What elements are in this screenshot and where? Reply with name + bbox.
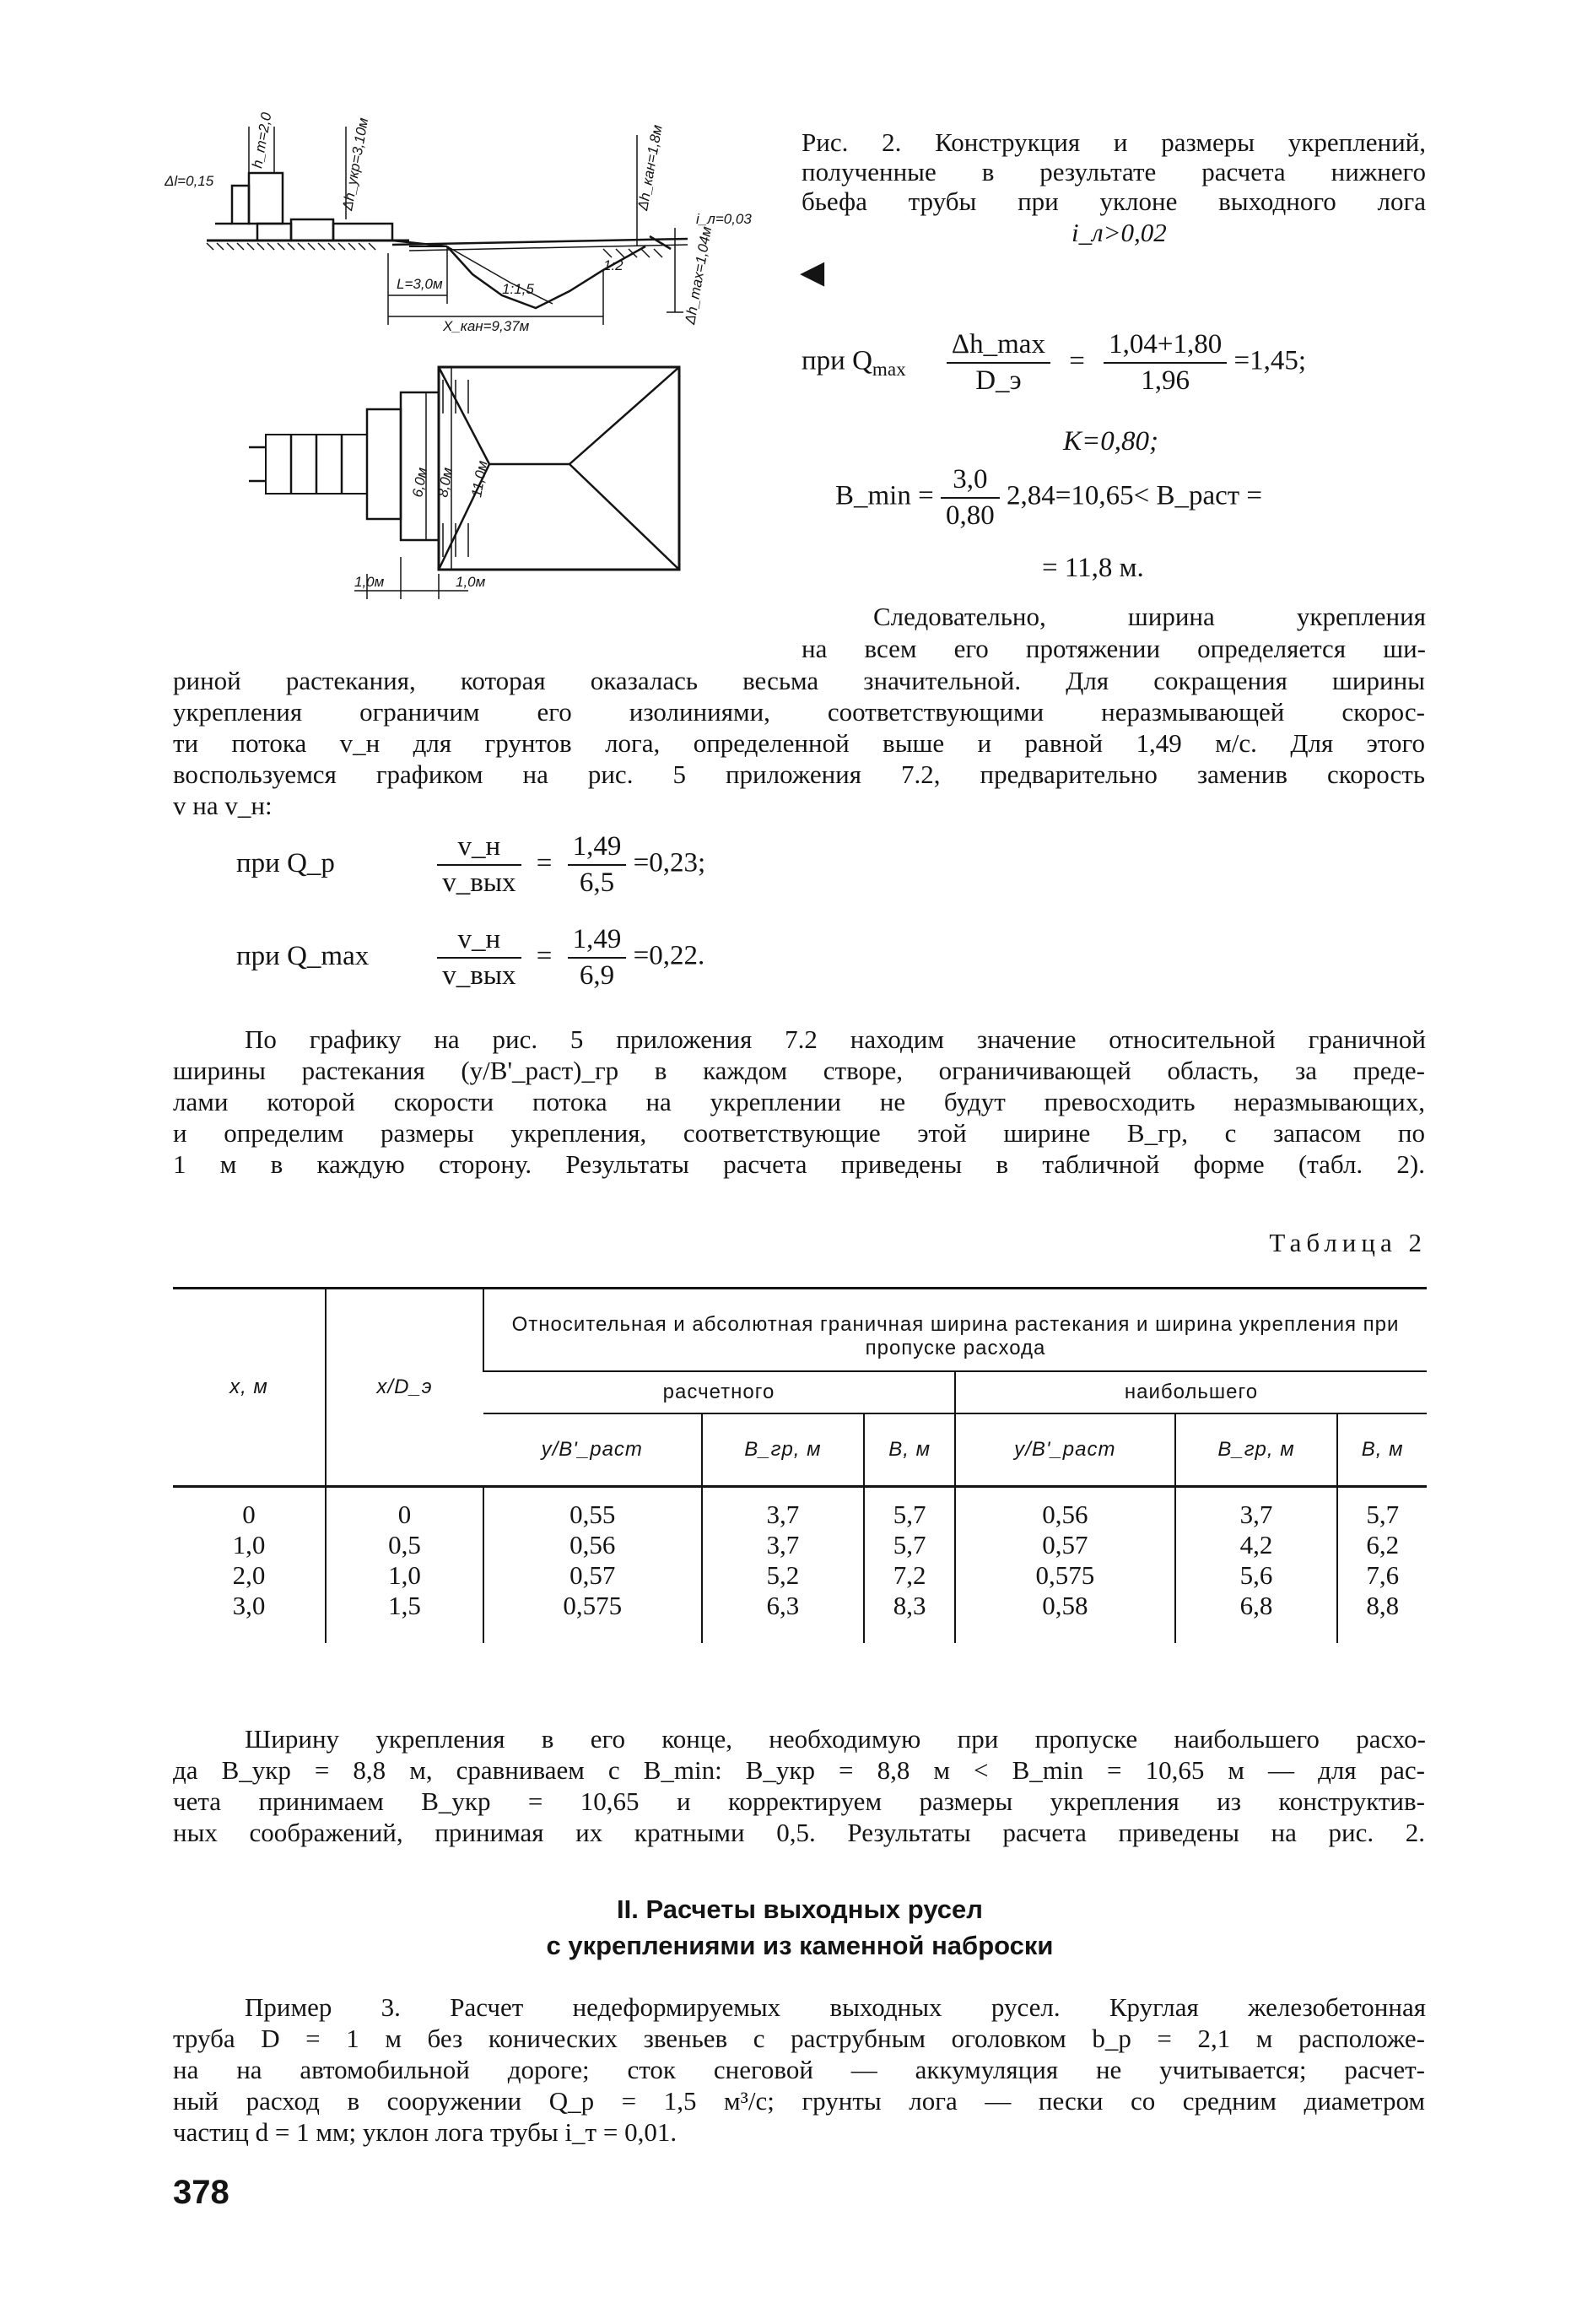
calc1-fraction-2	[1104, 329, 1227, 397]
table-body-row	[173, 1487, 1427, 1644]
th-calc-yb: y/B'_раст	[541, 1438, 643, 1461]
para4-line-5: частиц d = 1 мм; уклон лога трубы i_т = 0,01.	[173, 2117, 677, 2147]
calc1-pre-sub: max	[872, 358, 906, 381]
calc2-row-qp	[236, 831, 705, 899]
calc2-row1-eq: =	[536, 847, 553, 878]
calc1-f2-den: 1,96	[1141, 365, 1190, 396]
calc1-bmin-result: = 11,8 м.	[1042, 553, 1144, 583]
calc2-row1-pre: при Q_р	[236, 847, 335, 878]
label-L: L=3,0м	[397, 276, 443, 292]
label-w11: 11,0м	[468, 459, 491, 499]
label-x-kan: X_кан=9,37м	[443, 318, 530, 334]
calc2-row1-frac1	[437, 831, 521, 899]
calc1-f3-num: 3,0	[941, 464, 1000, 499]
caption-arrow: ◀	[800, 255, 825, 290]
para3-line-1: Ширину укрепления в его конце, необходимую при пропуске наибольшего расхо-	[245, 1724, 1426, 1754]
para1-line-6: воспользуемся графиком на рис. 5 приложения 7.2, предварительно заменив скорость	[173, 759, 1425, 789]
label-w6: 6,0м	[409, 466, 431, 499]
th-x: x, м	[229, 1375, 268, 1398]
label-slope-1: 1:1,5	[502, 281, 534, 297]
para4-line-1: Пример 3. Расчет недеформируемых выходных русел. Круглая железобетонная	[245, 1992, 1426, 2022]
caption-line-2: полученные в результате расчета нижнего	[802, 157, 1426, 186]
calc2-row1-den: v_вых	[442, 867, 516, 898]
calc2-row2-res: =0,22.	[633, 940, 705, 971]
label-dh-max: Δh_max=1,04м	[682, 225, 715, 326]
label-dh-ukr: Δh_укр=3,10м	[339, 116, 372, 212]
calc2-row2-frac2	[568, 924, 627, 992]
calc1-f2-num: 1,04+1,80	[1104, 329, 1227, 364]
calc1-fraction-1	[947, 329, 1050, 397]
para1-line-1: Следовательно, ширина укрепления	[873, 602, 1426, 631]
calc1-f1-num: Δh_max	[947, 329, 1050, 364]
th-calc: расчетного	[483, 1371, 955, 1413]
calc2-row2-den: v_вых	[442, 960, 516, 991]
para2-line-1: По графику на рис. 5 приложения 7.2 находим значение относительной граничной	[245, 1024, 1426, 1054]
col-x-d: 0 0,5 1,0 1,5	[326, 1487, 483, 1644]
section-heading-line-2: с укреплениями из каменной наброски	[546, 1931, 1054, 1960]
para1-line-5: ти потока v_н для грунтов лога, определенной выше и равной 1,49 м/с. Для этого	[173, 728, 1425, 758]
calc2-row1-den2: 6,5	[579, 867, 615, 898]
label-h-t: h_т=2,0	[249, 111, 275, 170]
calc2-row1-res: =0,23;	[633, 847, 706, 878]
calc2-row2-num: v_н	[437, 924, 521, 959]
label-delta-l: Δl=0,15	[165, 173, 214, 189]
calc2-row1-frac2	[568, 831, 627, 899]
calc1-bmin-lhs: B_min =	[835, 480, 934, 511]
col-max-b: 5,7 6,2 7,6 8,8	[1337, 1487, 1427, 1644]
para4-line-4: ный расход в сооружении Q_р = 1,5 м³/с; грунты лога — пески со средним диаметром	[173, 2086, 1425, 2116]
para4-line-2: труба D = 1 м без конических звеньев с раструбным оголовком b_р = 2,1 м расположе-	[173, 2024, 1425, 2053]
th-max-yb: y/B'_раст	[955, 1413, 1175, 1487]
col-max-bgr: 3,7 4,2 5,6 6,8	[1175, 1487, 1338, 1644]
para4-line-3: на на автомобильной дороге; сток снеговой — аккумуляция не учитывается; расчет-	[173, 2055, 1425, 2084]
col-x: 0 1,0 2,0 3,0	[232, 1500, 266, 1620]
para2-line-2: ширины растекания (y/B'_раст)_гр в каждом створе, ограничивающей область, за преде-	[173, 1056, 1425, 1085]
calc1-result: =1,45;	[1233, 345, 1306, 376]
calc1-fraction-3	[941, 464, 1000, 532]
para1-line-3: риной растекания, которая оказалась весьма значительной. Для сокращения ширины	[173, 666, 1425, 695]
label-d1: 1,0м	[354, 574, 385, 590]
caption-line-3: бьефа трубы при уклоне выходного лога	[802, 186, 1426, 216]
col-calc-yb: 0,55 0,56 0,57 0,575	[483, 1487, 702, 1644]
calc2-row2-eq: =	[536, 940, 553, 971]
calc1-row1	[802, 329, 1306, 397]
col-calc-bgr: 3,7 3,7 5,2 6,3	[702, 1487, 865, 1644]
th-group: Относительная и абсолютная граничная ширина растекания и ширина укрепления при пропуске расхода	[483, 1289, 1427, 1372]
th-calc-bgr: B_гр, м	[702, 1413, 865, 1487]
para3-line-2: да B_укр = 8,8 м, сравниваем с B_min: B_укр = 8,8 м < B_min = 10,65 м — для рас-	[173, 1755, 1425, 1785]
table-2	[173, 1287, 1427, 1643]
calc1-bmin-rhs: 2,84=10,65< B_раст =	[1006, 480, 1263, 511]
calc2-row-qmax	[236, 924, 704, 992]
th-max-bgr: B_гр, м	[1175, 1413, 1338, 1487]
label-d2: 1,0м	[456, 574, 486, 590]
para2-line-3: лами которой скорости потока на укреплении не будут превосходить неразмывающих,	[173, 1087, 1425, 1116]
figure-2-drawing	[165, 101, 772, 599]
calc2-row2-num2: 1,49	[568, 924, 627, 959]
label-w8: 8,0м	[435, 466, 456, 499]
th-calc-b: B, м	[864, 1413, 955, 1487]
calc1-eq: =	[1069, 345, 1085, 376]
calc1-k: K=0,80;	[1063, 426, 1159, 457]
th-max: наибольшего	[955, 1371, 1427, 1413]
th-max-b: B, м	[1337, 1413, 1427, 1487]
figure-2	[165, 101, 772, 599]
caption-condition: i_л>0,02	[1071, 218, 1167, 247]
table-title: Таблица 2	[1269, 1228, 1427, 1257]
calc1-f3-den: 0,80	[945, 500, 995, 531]
para1-line-7: v на v_н:	[173, 791, 273, 820]
caption-line-1: Рис. 2. Конструкция и размеры укреплений,	[802, 127, 1426, 157]
para1-line-2: на всем его протяжении определяется ши-	[802, 634, 1426, 663]
label-slope-2: 1:2	[603, 257, 623, 273]
page-number: 378	[173, 2174, 229, 2211]
calc2-row2-pre: при Q_max	[236, 940, 370, 971]
calc2-row2-frac1	[437, 924, 521, 992]
para3-line-3: чета принимаем B_укр = 10,65 и корректируем размеры укрепления из конструктив-	[173, 1786, 1425, 1816]
para1-line-4: укрепления ограничим его изолиниями, соответствующими неразмывающей скорос-	[173, 697, 1425, 727]
label-dh-kan: Δh_кан=1,8м	[634, 123, 666, 212]
calc1-f1-den: D_э	[975, 365, 1022, 396]
col-max-yb: 0,56 0,57 0,575 0,58	[955, 1487, 1175, 1644]
label-i-l: i_л=0,03	[696, 211, 752, 227]
calc2-row1-num2: 1,49	[568, 831, 627, 866]
para2-line-4: и определим размеры укрепления, соответствующие этой ширине B_гр, с запасом по	[173, 1118, 1425, 1148]
calc2-row1-num: v_н	[437, 831, 521, 866]
col-calc-b: 5,7 5,7 7,2 8,3	[864, 1487, 955, 1644]
calc1-row3	[835, 464, 1262, 532]
calc2-row2-den2: 6,9	[579, 960, 615, 991]
para3-line-4: ных соображений, принимая их кратными 0,5. Результаты расчета приведены на рис. 2.	[173, 1818, 1425, 1847]
th-x-d: x/D_э	[326, 1289, 483, 1487]
calc1-pre: при Q	[802, 345, 872, 376]
para2-line-5: 1 м в каждую сторону. Результаты расчета приведены в табличной форме (табл. 2).	[173, 1149, 1425, 1179]
section-heading-line-1: II. Расчеты выходных русел	[617, 1894, 983, 1924]
